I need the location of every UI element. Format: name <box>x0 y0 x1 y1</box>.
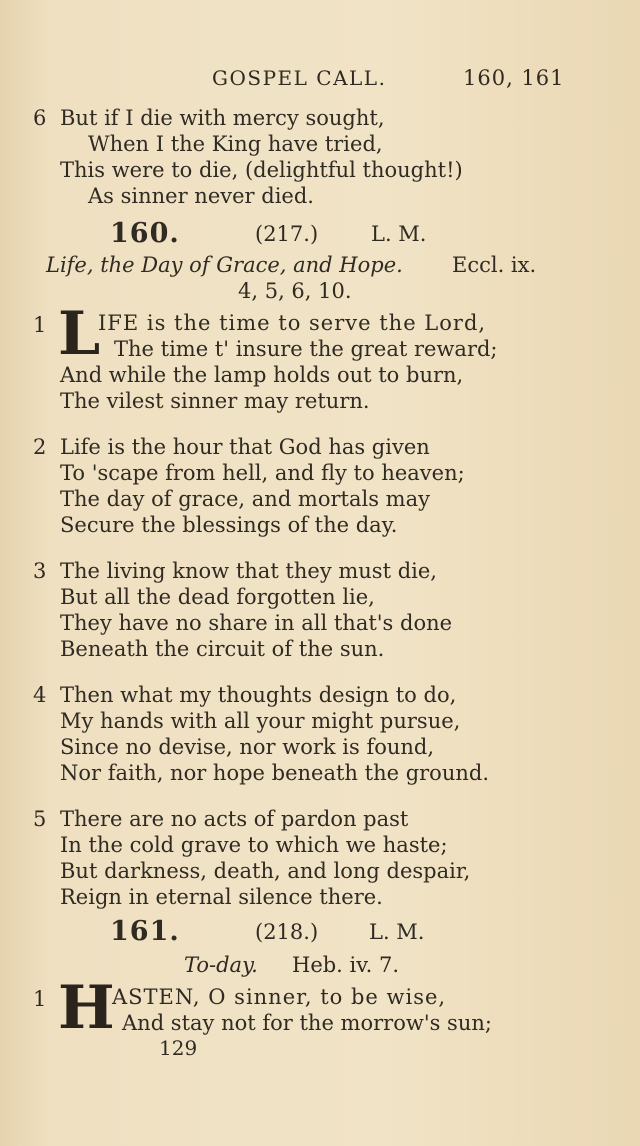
stanza-number: 3 <box>33 559 47 583</box>
verse-line: When I the King have tried, <box>88 132 383 156</box>
verse-line: This were to die, (delightful thought!) <box>60 158 463 182</box>
hymn-160-meter: L. M. <box>371 222 427 246</box>
hymn-161-meter: L. M. <box>369 920 425 944</box>
verse-line: To 'scape from hell, and fly to heaven; <box>60 461 465 485</box>
hymn-160-number: 160. <box>110 218 180 249</box>
verse-line: Secure the blessings of the day. <box>60 513 398 537</box>
verse-line: The day of grace, and mortals may <box>60 487 430 511</box>
verse-line: But if I die with mercy sought, <box>60 106 385 130</box>
verse-line: Nor faith, nor hope beneath the ground. <box>60 761 489 785</box>
stanza-number: 4 <box>33 683 47 707</box>
verse-line: Since no devise, nor work is found, <box>60 735 435 759</box>
verse-line: In the cold grave to which we haste; <box>60 833 448 857</box>
stanza-number: 2 <box>33 435 47 459</box>
drop-cap-letter: L <box>58 299 101 369</box>
running-header-title: GOSPEL CALL. <box>212 66 387 90</box>
verse-line: My hands with all your might pursue, <box>60 709 461 733</box>
drop-cap-letter: H <box>58 973 115 1043</box>
hymn-161-reference: Heb. iv. 7. <box>292 953 400 977</box>
hymn-160-subtitle-title: Life, the Day of Grace, and Hope. <box>46 253 403 277</box>
verse-line: And while the lamp holds out to burn, <box>60 363 464 387</box>
hymn-160-subtitle <box>46 253 403 277</box>
verse-line: Life is the hour that God has given <box>60 435 430 459</box>
page-number: 129 <box>159 1036 198 1060</box>
hymn-161-subtitle <box>184 953 258 977</box>
verse-line: But all the dead forgotten lie, <box>60 585 375 609</box>
verse-line: Then what my thoughts design to do, <box>60 683 457 707</box>
verse-line: IFE is the time to serve the Lord, <box>98 311 487 335</box>
verse-line: Beneath the circuit of the sun. <box>60 637 385 661</box>
verse-line: The living know that they must die, <box>60 559 437 583</box>
verse-line: Reign in eternal silence there. <box>60 885 383 909</box>
stanza-number: 1 <box>33 987 47 1011</box>
stanza-number: 5 <box>33 807 47 831</box>
verse-line: As sinner never died. <box>88 184 314 208</box>
hymn-161-subtitle-title: To-day. <box>184 953 258 977</box>
verse-line: The vilest sinner may return. <box>60 389 370 413</box>
stanza-number: 6 <box>33 106 47 130</box>
verse-line: And stay not for the morrow's sun; <box>122 1011 492 1035</box>
stanza-number: 1 <box>33 313 47 337</box>
running-header-page-numbers: 160, 161 <box>463 66 565 90</box>
hymn-160-reference-continued: 4, 5, 6, 10. <box>238 279 352 303</box>
hymn-161-alt-number: (218.) <box>255 920 319 944</box>
hymn-161-number: 161. <box>110 916 180 947</box>
verse-line: ASTEN, O sinner, to be wise, <box>112 985 447 1009</box>
hymn-160-alt-number: (217.) <box>255 222 319 246</box>
verse-line: The time t' insure the great reward; <box>114 337 498 361</box>
verse-line: They have no share in all that's done <box>60 611 453 635</box>
hymn-160-reference: Eccl. ix. <box>452 253 537 277</box>
verse-line: There are no acts of pardon past <box>60 807 409 831</box>
verse-line: But darkness, death, and long despair, <box>60 859 471 883</box>
